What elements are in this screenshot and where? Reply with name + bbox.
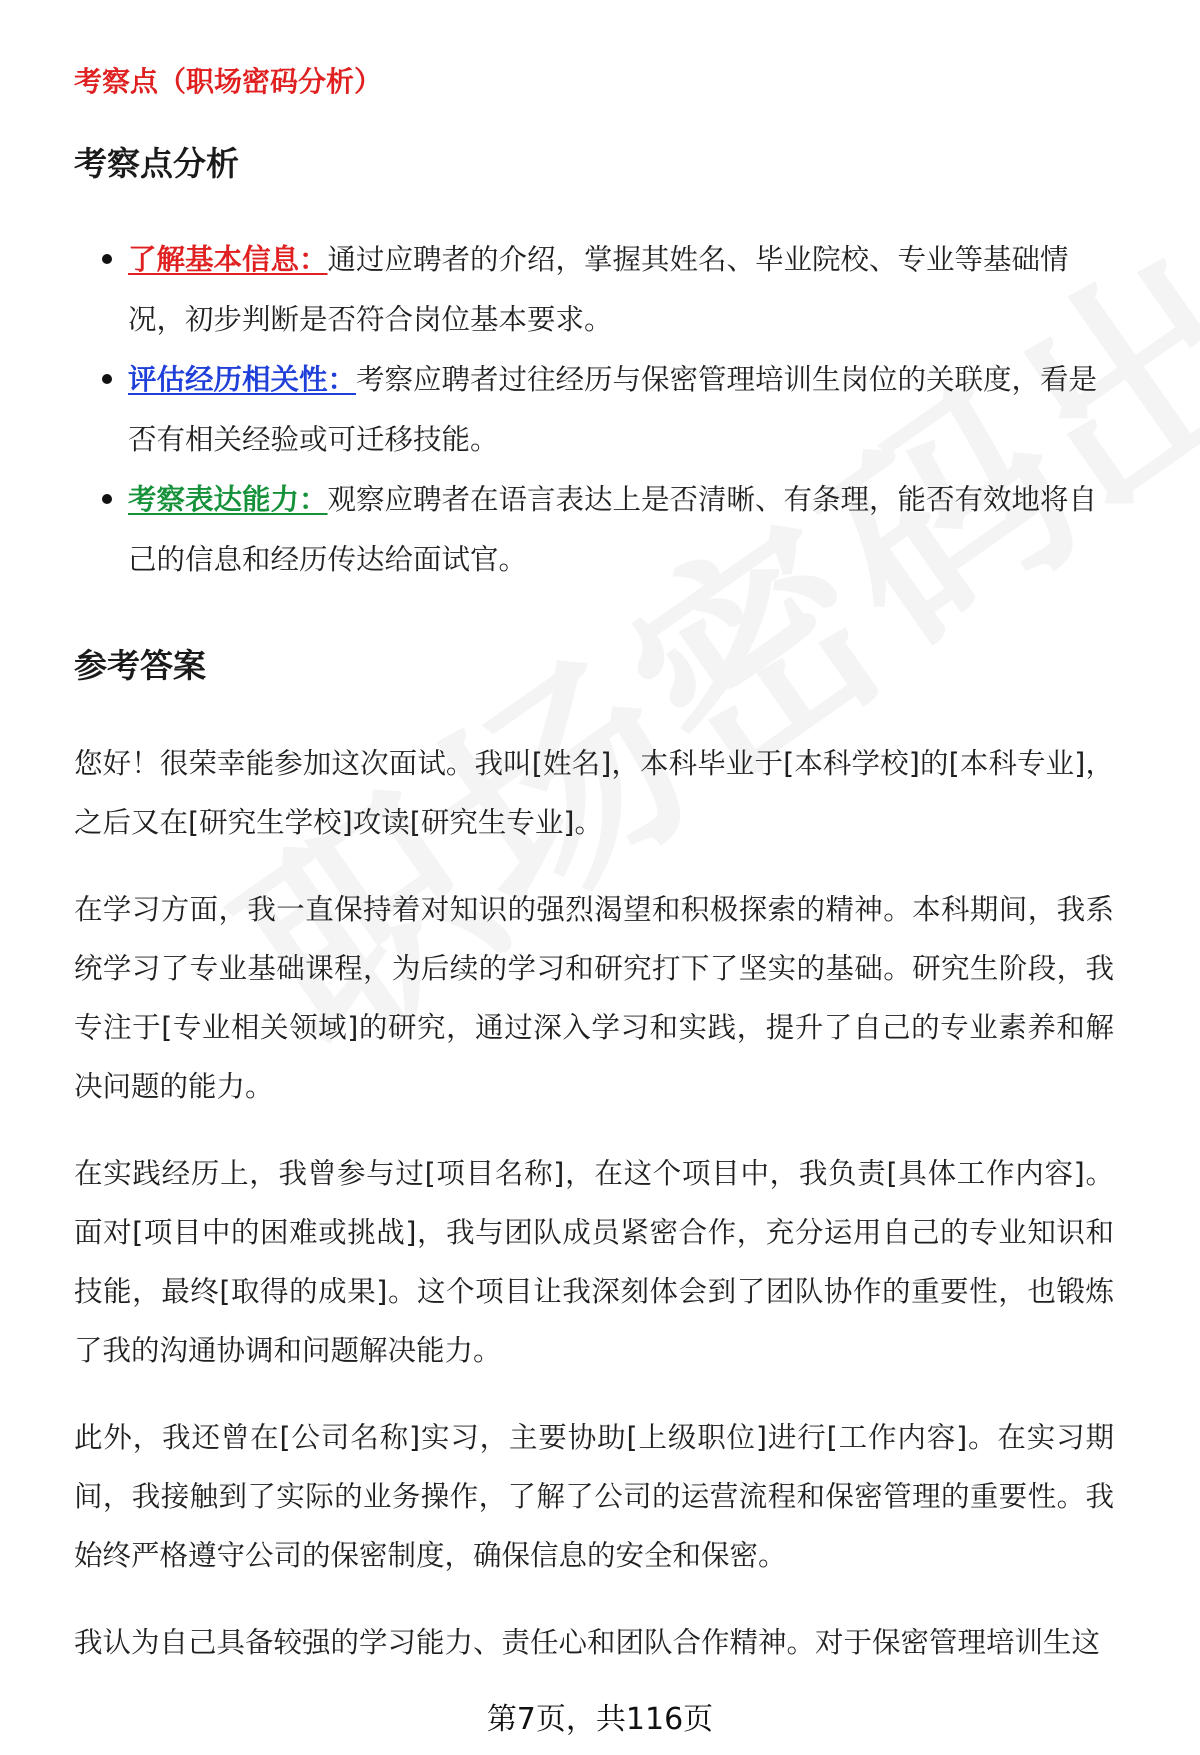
analysis-heading: 考察点分析 [74, 144, 239, 183]
answer-paragraph-5: 我认为自己具备较强的学习能力、责任心和团队合作精神。对于保密管理培训生这 [74, 1626, 1101, 1659]
analysis-point-3 [128, 470, 1114, 590]
point-keyword: 了解基本信息： [128, 243, 328, 276]
page-number-footer: 第7页，共116页 [486, 1702, 714, 1737]
point-text: 观察应聘者在语言表达上是否清晰、有条理，能否有效地将自己的信息和经历传达给面试官。 [128, 483, 1098, 576]
analysis-point-1 [128, 230, 1114, 350]
point-keyword: 考察表达能力： [128, 483, 328, 516]
answer-heading: 参考答案 [74, 646, 206, 685]
answer-paragraph-4: 此外，我还曾在[公司名称]实习，主要协助[上级职位]进行[工作内容]。在实习期间，我接触到了实际的业务操作，了解了公司的运营流程和保密管理的重要性。我始终严格遵守公司的保密制度，确保信息的安全和保密。 [74, 1421, 1114, 1572]
point-text: 考察应聘者过往经历与保密管理培训生岗位的关联度，看是否有相关经验或可迁移技能。 [128, 363, 1098, 456]
answer-paragraph-1: 您好！很荣幸能参加这次面试。我叫[姓名]，本科毕业于[本科学校]的[本科专业]，之后又在[研究生学校]攻读[研究生专业]。 [74, 747, 1114, 839]
point-text: 通过应聘者的介绍，掌握其姓名、毕业院校、专业等基础情况，初步判断是否符合岗位基本要求。 [128, 243, 1069, 336]
answer-paragraph-2: 在学习方面，我一直保持着对知识的强烈渴望和积极探索的精神。本科期间，我系统学习了专业基础课程，为后续的学习和研究打下了坚实的基础。研究生阶段，我专注于[专业相关领域]的研究，通过深入学习和实践，提升了自己的专业素养和解决问题的能力。 [74, 893, 1114, 1103]
analysis-points-list [74, 230, 1114, 590]
answer-paragraph-3: 在实践经历上，我曾参与过[项目名称]，在这个项目中，我负责[具体工作内容]。面对[项目中的困难或挑战]，我与团队成员紧密合作，充分运用自己的专业知识和技能，最终[取得的成果]。这个项目让我深刻体会到了团队协作的重要性，也锻炼了我的沟通协调和问题解决能力。 [74, 1157, 1114, 1367]
top-title: 考察点（职场密码分析） [74, 65, 383, 98]
point-keyword: 评估经历相关性： [128, 363, 357, 396]
analysis-point-2 [128, 350, 1114, 470]
